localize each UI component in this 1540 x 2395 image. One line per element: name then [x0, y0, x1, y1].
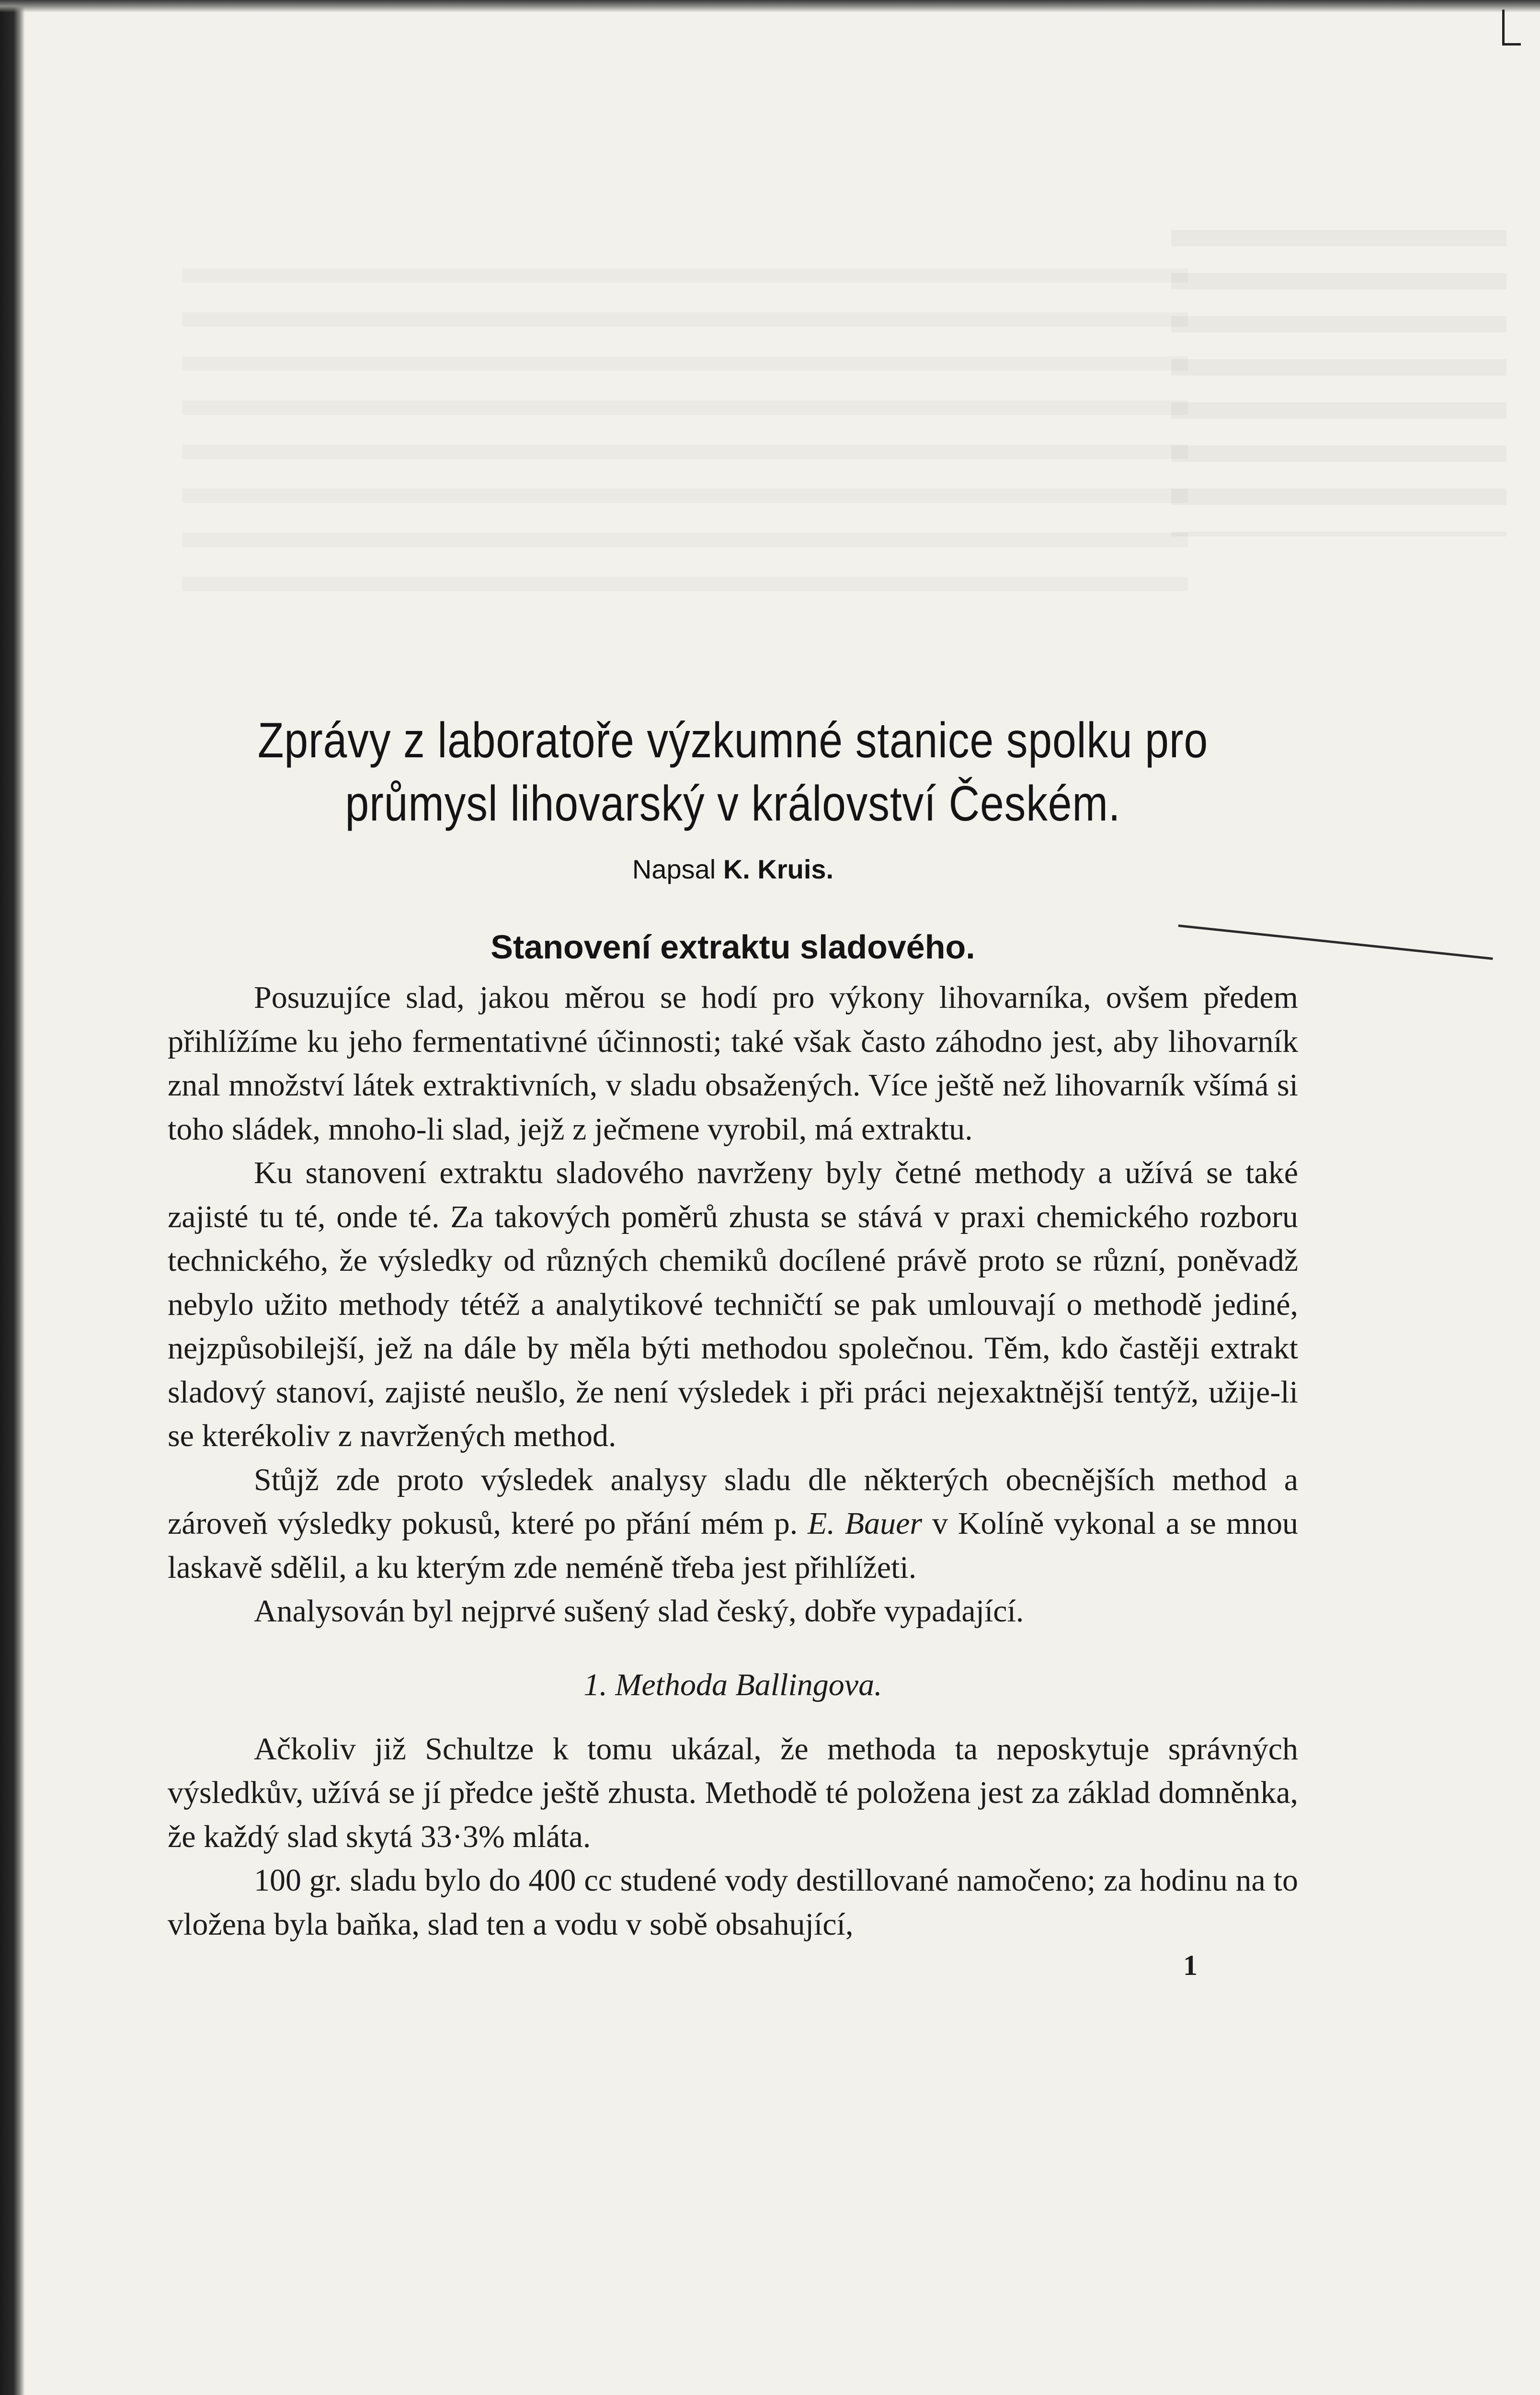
author-name: K. Kruis. — [723, 854, 834, 884]
paragraph-1: Posuzujíce slad, jakou měrou se hodí pro výkony lihovarníka, ovšem předem přihlížíme ku jeho fermentativné účinnosti; také však často záhodno jest, aby lihovarník znal množství látek extraktivních, v sladu obsažených. Více ještě než lihovarník všímá si toho sládek, mnoho-li slad, jejž z ječmene vyrobil, má extraktu. — [168, 980, 1298, 1147]
paragraph-3-rest: v Kolíně vykonal a se mnou laskavě sdělil, a ku kterým zde neméně třeba jest přihlížeti. — [168, 1506, 1299, 1585]
bleed-through-text — [1171, 230, 1506, 536]
section-heading: Stanovení extraktu sladového. — [491, 928, 975, 966]
author-prefix: Napsal — [632, 854, 716, 884]
paragraph-5: Ačkoliv již Schultze k tomu ukázal, že methoda ta neposkytuje správných výsledkův, užívá se jí předce ještě zhusta. Methodě té položena jest za základ domněnka, že každý slad skytá 33·3% mláta. — [168, 1731, 1298, 1854]
paragraph-3-lead: Stůjž zde proto výsledek analysy sladu dle některých obecnějších method a zároveň výsledky pokusů, které po přání mém p. — [168, 1462, 1298, 1541]
document-page — [168, 709, 1298, 1982]
author-line — [168, 854, 1298, 885]
page-number: 1 — [1183, 1950, 1198, 1981]
scan-left-edge — [0, 0, 25, 2395]
title-line-2: průmysl lihovarský v království Českém. — [345, 776, 1121, 832]
subsection-heading: 1. Methoda Ballingova. — [583, 1667, 882, 1702]
scan-top-edge — [0, 0, 1540, 12]
body-text — [168, 976, 1298, 1946]
person-name: E. Bauer — [808, 1506, 923, 1541]
bleed-through-text-2 — [182, 268, 1188, 604]
paragraph-6: 100 gr. sladu bylo do 400 cc studené vody destillované namočeno; za hodinu na to vložena byla baňka, slad ten a vodu v sobě obsahující, — [168, 1863, 1298, 1942]
paragraph-4: Analysován byl nejprvé sušený slad český, dobře vypadající. — [254, 1594, 1024, 1629]
paragraph-2: Ku stanovení extraktu sladového navrženy byly četné methody a užívá se také zajisté tu té, onde té. Za takových poměrů zhusta se stává v praxi chemického rozboru technického, že výsledky od různých chemiků docílené právě proto se různí, poněvadž nebylo užito methody tétéž a analytikové techničtí se pak umlouvají o methodě jediné, nejzpůsobilejší, jež na dále by měla býti methodou společnou. Těm, kdo častěji extrakt sladový stanoví, zajisté neušlo, že není výsledek i při práci nejexaktnější tentýž, užije-li se kterékoliv z navržených method. — [168, 1155, 1298, 1453]
title-line-1: Zprávy z laboratoře výzkumné stanice spolku pro — [257, 713, 1209, 768]
scan-corner-mark — [1502, 10, 1521, 46]
document-title — [247, 709, 1219, 835]
paragraph-3 — [168, 1458, 1298, 1590]
